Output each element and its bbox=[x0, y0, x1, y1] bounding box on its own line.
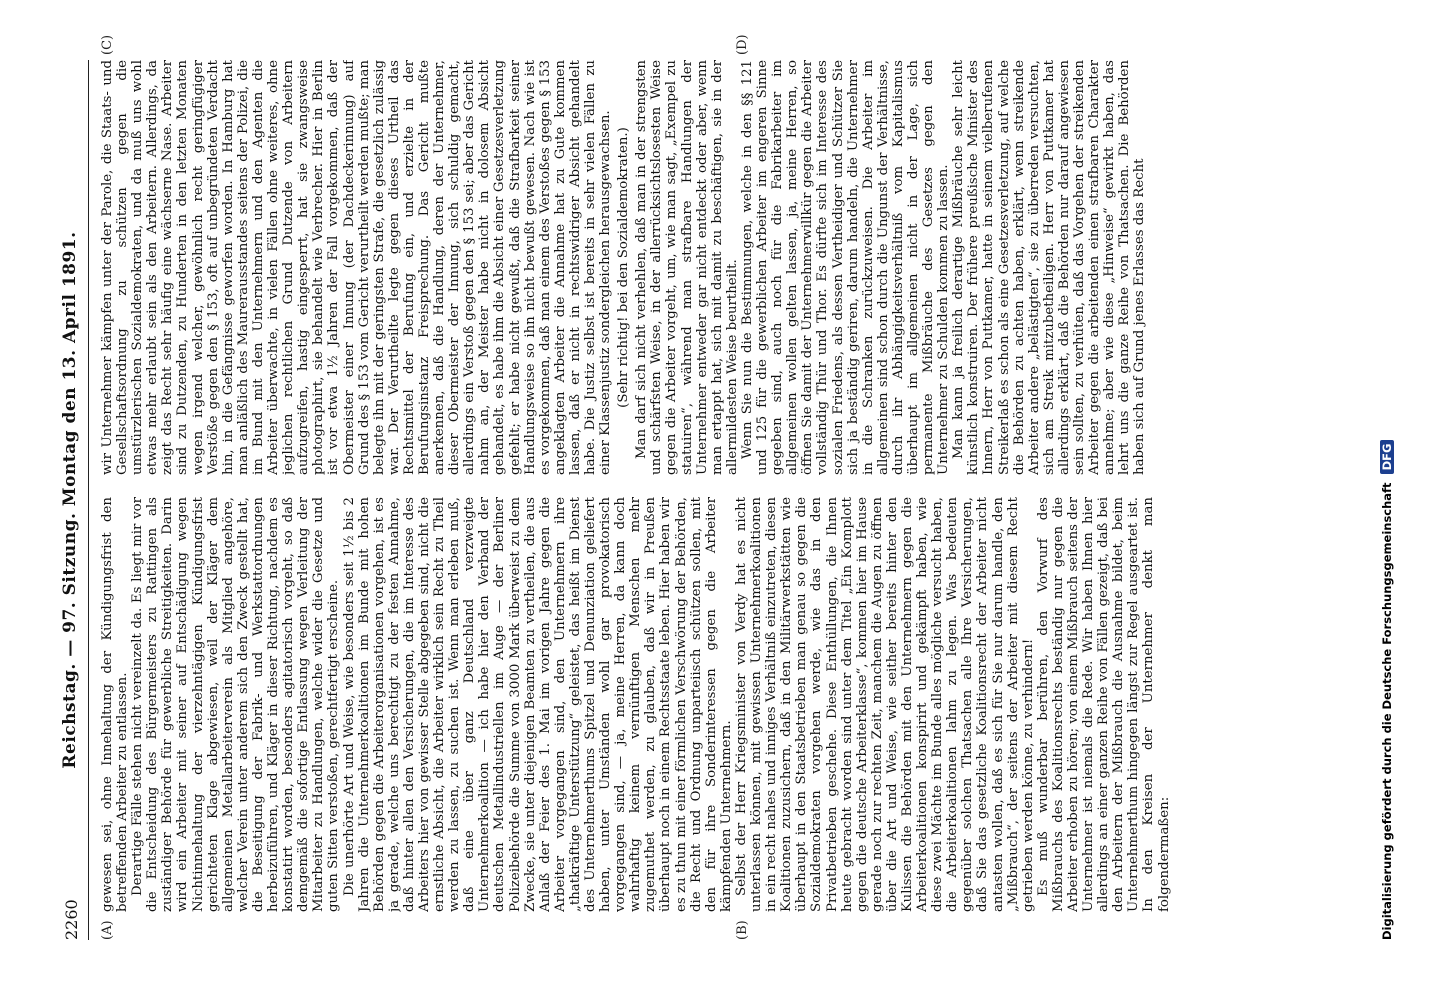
paragraph: Selbst der Herr Kriegsminister von Verdy hat es nicht unterlassen können, mit gewissen Unternehmerkoalitionen in ein recht nahes und inniges Verhältniß einzutreten, diesen Koalitionen zuzusichern, daß in den Militärwerkstätten wie überhaupt in den Staatsbetrieben man genau so gegen die Sozialdemokraten vorgehen werde, wie das in den Privatbetrieben geschehe. Diese Enthüllungen, die Ihnen heute gebracht worden sind unter dem Titel „Ein Komplott gegen die deutsche Arbeiterklasse“, kommen hier im Hause gerade noch zur rechten Zeit, manchem die Augen zu öffnen über die Art und Weise, wie seither bereits hinter den Kulissen die Behörden mit den Unternehmern gegen die Arbeiterkoalitionen konspirirt und gekämpft haben, wie diese zwei Mächte im Bunde alles mögliche versucht haben, die Arbeiterkoalitionen lahm zu legen. Was bedeuten gegenüber solchen Thatsachen alle Ihre Versicherungen, daß Sie das gesetzliche Koalitionsrecht der Arbeiter nicht antasten wollen, daß es sich für Sie nur darum handle, den „Mißbrauch“, der seitens der Arbeiter mit diesem Recht getrieben werden könne, zu verhindern! bbox=[733, 497, 1036, 912]
dfg-logo: DFG bbox=[1380, 440, 1394, 475]
margin-mark-a: (A) bbox=[100, 920, 115, 940]
paragraph: Es muß wunderbar berühren, den Vorwurf des Mißbrauchs des Koalitionsrechts beständig nur gegen die Arbeiter erhoben zu hören; von einem Mißbrauch seitens der Unternehmer ist niemals die Rede. Wir haben Ihnen hier allerdings an einer ganzen Reihe von Fällen gezeigt, daß bei den Arbeitern der Mißbrauch die Ausnahme bildet, beim Unternehmerthum hingegen längst zur Regel ausgeartet ist. In den Kreisen der Unternehmer denkt man folgendermaßen: bbox=[1035, 497, 1172, 912]
digitization-credit bbox=[1380, 60, 1400, 940]
paragraph: Man kann ja freilich derartige Mißbräuche sehr leicht künstlich konstruiren. Der frühere preußische Minister des Innern, Herr von Puttkamer, hatte in seinem vielberufenen Streikerlaß es schon als eine Gesetzesverletzung, auf welche die Behörden zu achten haben, erklärt, wenn streikende Arbeiter andere „belästigten“, sie zu überreden versuchten, sich am Streik mitzubetheiligen. Herr von Puttkamer hat allerdings erklärt, daß die Behörden nur darauf angewiesen sein sollten, zu verhüten, daß das Vorgehen der streikenden Arbeiter gegen die arbeitenden einen strafbaren Charakter annehme; aber wie diese „Hinweise“ gewirkt haben, das lehrt uns die ganze Reihe von Thatsachen. Die Behörden haben sich auf Grund jenes Erlasses das Recht bbox=[951, 60, 1148, 475]
paragraph: Man darf sich nicht verhehlen, daß man in der strengsten und schärfsten Weise, in der allerrücksichtslosesten Weise gegen die Arbeiter vorgeht, um, wie man sagt, „Exempel zu statuiren“, während man strafbare Handlungen der Unternehmer entweder gar nicht entdeckt oder aber, wenn man ertappt hat, sich mit damit zu beschäftigen, sie in der allermildesten Weise beurtheilt. bbox=[634, 60, 740, 475]
margin-mark-b: (B) bbox=[735, 920, 750, 940]
paragraph: wir Unternehmer kämpfen unter der Parole, die Staats- und Gesellschaftsordnung zu schützen gegen die umstürzlerischen Sozialdemokraten, und da muß uns wohl etwas mehr erlaubt sein als den Arbeitern. Allerdings, da zeigt das Recht sehr häufig eine wächserne Nase. Arbeiter sind zu Dutzenden, zu Hunderten in den letzten Monaten wegen irgend welcher, gewöhnlich recht geringfügiger Verstöße gegen den § 153, oft auf unbegründeten Verdacht hin, in die Gefängnisse geworfen worden. In Hamburg hat man anläßlich des Maurerausstandes seitens der Polizei, die im Bund mit den Unternehmern und den Agenten die Arbeiter überwachte, in vielen Fällen ohne weiteres, ohne jeglichen rechtlichen Grund Dutzende von Arbeitern aufzugreifen, hastig eingesperrt, hat sie zwangsweise photographirt, sie behandelt wie Verbrecher. Hier in Berlin ist vor etwa 1½ Jahren der Fall vorgekommen, daß der Obermeister einer Innung (der Dachdeckerinnung) auf Grund des § 153 vom Gericht verurtheilt werden mußte; man belegte ihn mit der geringsten Strafe, die gesetzlich zulässig war. Der Verurtheilte legte gegen dieses Urtheil das Rechtsmittel der Berufung ein, und erzielte in der Berufungsinstanz Freisprechung. Das Gericht mußte anerkennen, daß die Handlung, deren der Unternehmer, dieser Obermeister der Innung, sich schuldig gemacht, allerdings ein Verstoß gegen den § 153 sei; aber das Gericht nahm an, der Meister habe nicht in dolosem Absicht gehandelt, es habe ihm die Absicht einer Gesetzesverletzung gefehlt; er habe nicht gewußt, daß die Strafbarkeit seiner Handlungsweise so ihn nicht bewußt gewesen. Nach wie ist es vorgekommen, daß man einem des Verstoßes gegen § 153 angeklagten Arbeiter die Annahme hat zu Gute kommen lassen, daß er nicht in rechtswidriger Absicht gehandelt habe. Die Justiz selbst ist bereits in sehr vielen Fällen zu einer Klassenjustiz sondergleichen herausgewachsen. bbox=[100, 60, 614, 475]
page-title: Reichstag. — 97. Sitzung. Montag den 13. April 1891. bbox=[60, 231, 80, 769]
page-header bbox=[58, 60, 89, 940]
paragraph: Wenn Sie nun die Bestimmungen, welche in den §§ 121 und 125 für die gewerblichen Arbeiter im engeren Sinne gegeben sind, auch noch für die Fabrikarbeiter im allgemeinen wollen gelten lassen, ja, meine Herren, so öffnen Sie damit der Unternehmerwillkür gegen die Arbeiter vollständig Thür und Thor. Es dürfte sich im Interesse des sozialen Friedens, als dessen Vertheidiger und Schützer Sie sich ja beständig geriren, darum handeln, die Unternehmer in die Schranken zurückzuweisen. Die Arbeiter im allgemeinen sind schon durch die Ungunst der Verhältnisse, durch ihr Abhängigkeitsverhältniß vom Kapitalismus überhaupt im allgemeinen nicht in der Lage, sich permanente Mißbräuche des Gesetzes gegen den Unternehmer zu Schulden kommen zu lassen. bbox=[739, 60, 952, 475]
right-column bbox=[100, 60, 1305, 475]
left-column bbox=[100, 497, 1305, 912]
paragraph: gewesen sei, ohne Innehaltung der Kündigungsfrist den betreffenden Arbeiter zu entlassen. bbox=[100, 497, 131, 912]
margin-mark-c: (C) bbox=[100, 34, 115, 55]
interjection: (Sehr richtig! bei den Sozialdemokraten.) bbox=[616, 127, 632, 408]
paragraph: Derartige Fälle stehen nicht vereinzelt da. Es liegt mir vor die Entscheidung des Bürgermeisters zu Rattingen als zuständiger Behörde für gewerbliche Streitigkeiten. Darin wird ein Arbeiter mit seiner auf Entschädigung wegen Nichtinnehaltung der vierzehntägigen Kündigungsfrist gerichteten Klage abgewiesen, weil der Kläger dem allgemeinen Metallarbeiterverein als Mitglied angehöre, welcher Verein unter anderem sich den Zweck gestellt hat, die Beseitigung der Fabrik- und Werkstattordnungen herbeizuführen, und Kläger in dieser Richtung, nachdem es konstatirt worden, besonders agitatorisch vorgeht, so daß demgemäß die sofortige Entlassung wegen Verleitung der Mitarbeiter zu Handlungen, welche wider die Gesetze und guten Sitten verstoßen, gerechtfertigt erscheine. bbox=[130, 497, 342, 912]
page-number: 2260 bbox=[62, 899, 81, 940]
margin-mark-d: (D) bbox=[735, 34, 750, 55]
paragraph: Die unerhörte Art und Weise, wie besonders seit 1½ bis 2 Jahren die Unternehmerkoalitionen im Bunde mit hohen Behörden gegen die Arbeiterorganisationen vorgehen, ist es ja gerade, welche uns berechtigt zu der festen Annahme, daß hinter allen den Versicherungen, die im Interesse des Arbeiters hier von gewisser Stelle abgegeben sind, nicht die ernstliche Absicht, die Arbeiter wirklich sein Recht zu Theil werden zu lassen, zu suchen ist. Wenn man erleben muß, daß eine über ganz Deutschland verzweigte Unternehmerkoalition — ich habe hier den Verband der deutschen Metallindustriellen im Auge — der Berliner Polizeibehörde die Summe von 3000 Mark überweist zu dem Zwecke, sie unter diejenigen Beamten zu vertheilen, die aus Anlaß der Feier des 1. Mai im vorigen Jahre gegen die Arbeiter vorgegangen sind, den Unternehmern ihre „thatkräftige Unterstützung“ geleistet, das heißt im Dienst des Unternehmerthums Spitzel und Denunziation geliefert haben, unter Umständen wohl gar provokatorisch vorgegangen sind, — ja, meine Herren, da kann doch wahrhaftig keinem vernünftigen Menschen mehr zugemuthet werden, zu glauben, daß wir in Preußen überhaupt noch in einem Rechtsstaate leben. Hier haben wir es zu thun mit einer förmlichen Verschwörung der Behörden, die Recht und Ordnung unparteiisch schützen sollen, mit den für ihre Sonderinteressen gegen die Arbeiter kämpfenden Unternehmern. bbox=[341, 497, 734, 912]
credit-text: Digitalisierung gefördert durch die Deutsche Forschungsgemeinschaft bbox=[1380, 482, 1394, 940]
